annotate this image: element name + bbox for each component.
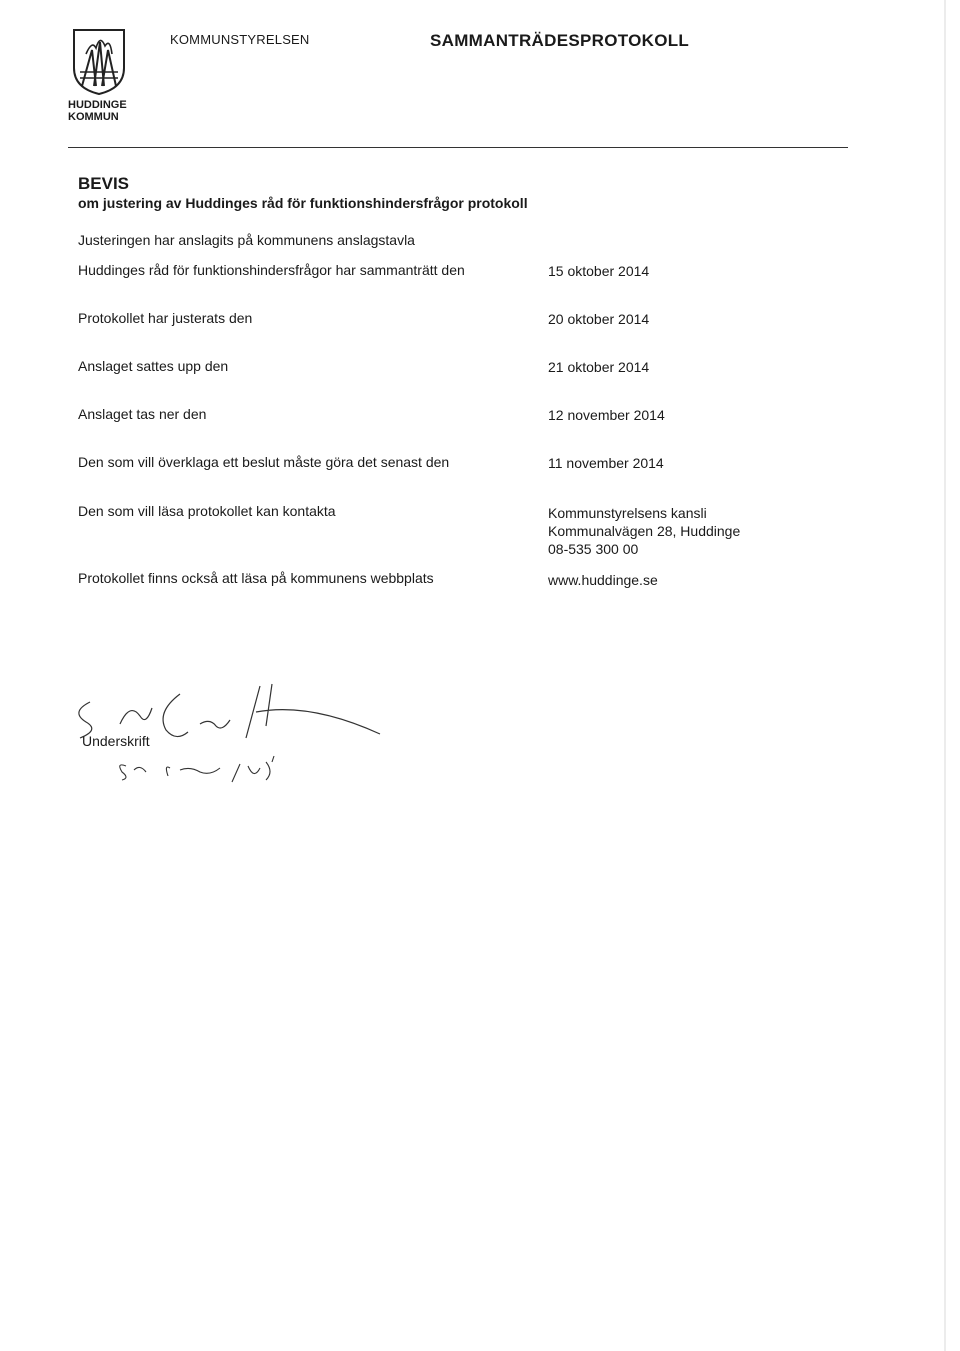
posting-note: Justeringen har anslagits på kommunens anslagstavla <box>78 232 415 248</box>
contact-details <box>548 504 740 558</box>
verified-date-label: Protokollet har justerats den <box>78 310 253 326</box>
verified-date-value: 20 oktober 2014 <box>548 311 650 327</box>
meeting-date-value: 15 oktober 2014 <box>548 263 650 279</box>
appeal-deadline-value: 11 november 2014 <box>548 455 664 471</box>
removal-date-label: Anslaget tas ner den <box>78 406 207 422</box>
organization-name: KOMMUNSTYRELSEN <box>170 32 310 47</box>
certificate-subtitle: om justering av Huddinges råd för funktionshindersfrågor protokoll <box>78 195 528 211</box>
scan-edge <box>944 0 946 1351</box>
contact-address: Kommunalvägen 28, Huddinge <box>548 523 741 539</box>
coat-of-arms-icon <box>72 28 126 96</box>
header-divider <box>68 147 848 148</box>
municipality-name <box>68 99 127 123</box>
contact-office: Kommunstyrelsens kansli <box>548 505 707 521</box>
certificate-title: BEVIS <box>78 174 130 193</box>
document-type: SAMMANTRÄDESPROTOKOLL <box>430 31 690 50</box>
meeting-date-label: Huddinges råd för funktionshindersfrågor har sammanträtt den <box>78 262 465 278</box>
contact-phone: 08-535 300 00 <box>548 541 639 557</box>
municipality-line1: HUDDINGE <box>68 99 127 111</box>
removal-date-value: 12 november 2014 <box>548 407 665 423</box>
website-label: Protokollet finns också att läsa på kommunens webbplats <box>78 570 434 586</box>
contact-label: Den som vill läsa protokollet kan kontakta <box>78 503 336 519</box>
website-link[interactable]: www.huddinge.se <box>548 572 658 588</box>
posted-date-label: Anslaget sattes upp den <box>78 358 229 374</box>
signature-label: Underskrift <box>82 733 150 749</box>
municipality-line2: KOMMUN <box>68 111 119 123</box>
handwritten-signature <box>60 672 400 792</box>
appeal-deadline-label: Den som vill överklaga ett beslut måste göra det senast den <box>78 454 450 470</box>
posted-date-value: 21 oktober 2014 <box>548 359 650 375</box>
